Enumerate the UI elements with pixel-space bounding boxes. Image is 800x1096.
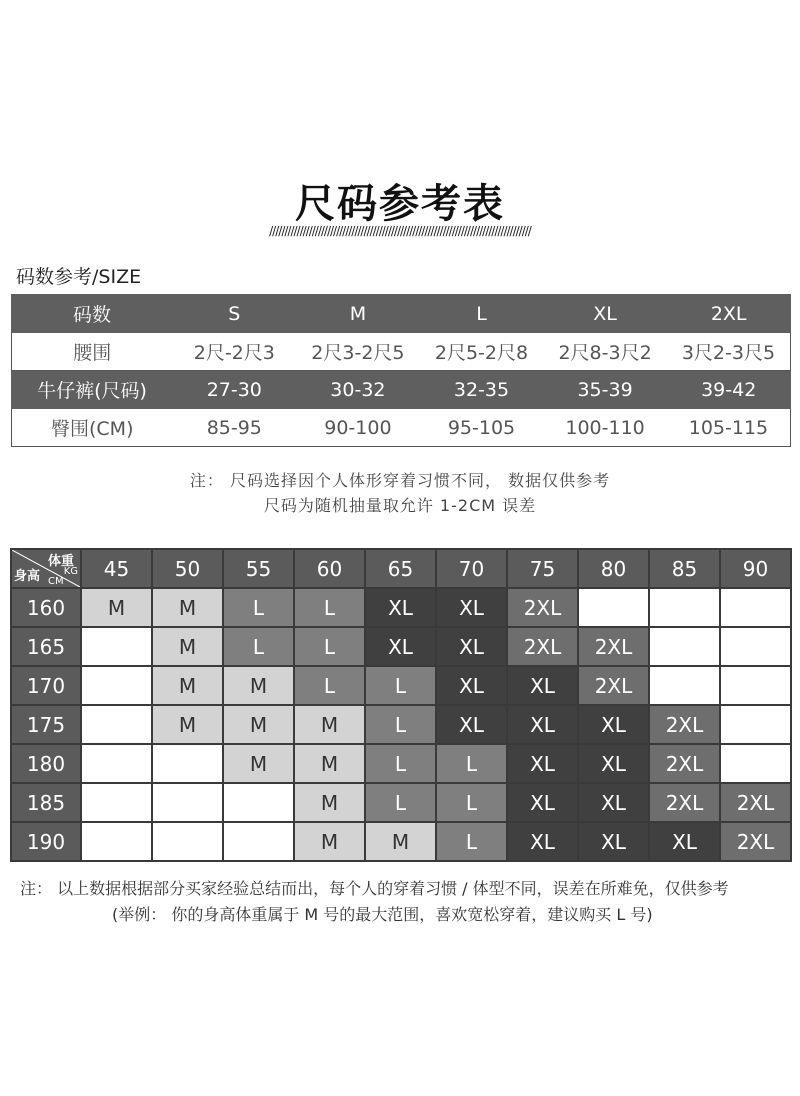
size-recommendation-cell: XL bbox=[507, 705, 578, 744]
size-recommendation-cell: L bbox=[365, 744, 436, 783]
bottom-note-line1: 注： 以上数据根据部分买家经验总结而出，每个人的穿着习惯 / 体型不同，误差在所难免，仅供参考 bbox=[20, 879, 729, 898]
weight-header-cell: 85 bbox=[649, 549, 720, 588]
size-table-cell: 2XL bbox=[667, 295, 791, 333]
size-note-line2: 尺码为随机抽量取允许 1-2CM 误差 bbox=[263, 496, 537, 515]
page-title: 尺码参考表 bbox=[295, 181, 505, 227]
size-table-cell: XL bbox=[543, 295, 667, 333]
grid-row bbox=[11, 783, 791, 822]
size-recommendation-cell bbox=[81, 705, 152, 744]
size-recommendation-cell: 2XL bbox=[649, 705, 720, 744]
size-recommendation-cell: M bbox=[152, 705, 223, 744]
size-recommendation-cell: M bbox=[294, 783, 365, 822]
grid-corner-cell bbox=[11, 549, 81, 588]
size-recommendation-cell bbox=[152, 744, 223, 783]
weight-header-cell: 65 bbox=[365, 549, 436, 588]
size-table-cell: 30-32 bbox=[296, 371, 420, 409]
height-header-cell: 175 bbox=[11, 705, 81, 744]
size-table-cell: M bbox=[296, 295, 420, 333]
size-table-cell: 39-42 bbox=[667, 371, 791, 409]
size-table-cell: 105-115 bbox=[667, 409, 791, 447]
size-recommendation-cell: L bbox=[436, 783, 507, 822]
size-recommendation-cell: 2XL bbox=[720, 822, 791, 861]
size-recommendation-cell: 2XL bbox=[507, 588, 578, 627]
size-recommendation-cell: L bbox=[436, 744, 507, 783]
size-recommendation-cell bbox=[81, 783, 152, 822]
size-recommendation-cell: XL bbox=[507, 744, 578, 783]
height-header-cell: 170 bbox=[11, 666, 81, 705]
size-recommendation-cell: M bbox=[223, 705, 294, 744]
size-recommendation-cell bbox=[720, 666, 791, 705]
size-recommendation-cell: XL bbox=[507, 822, 578, 861]
grid-row bbox=[11, 822, 791, 861]
size-reference-table bbox=[11, 294, 791, 447]
grid-row bbox=[11, 705, 791, 744]
size-recommendation-cell bbox=[578, 588, 649, 627]
size-recommendation-cell: L bbox=[294, 627, 365, 666]
size-recommendation-cell: XL bbox=[436, 627, 507, 666]
size-recommendation-cell: 2XL bbox=[720, 783, 791, 822]
size-recommendation-cell: XL bbox=[578, 822, 649, 861]
title-divider: ////////////////////////////////////////////////////////////////////////////////////// bbox=[269, 224, 531, 238]
size-recommendation-cell: M bbox=[152, 666, 223, 705]
size-recommendation-cell: L bbox=[294, 666, 365, 705]
size-recommendation-cell: XL bbox=[507, 666, 578, 705]
size-recommendation-cell: XL bbox=[365, 627, 436, 666]
size-recommendation-cell: 2XL bbox=[578, 666, 649, 705]
size-recommendation-cell: M bbox=[152, 627, 223, 666]
size-table-cell: 2尺8-3尺2 bbox=[543, 333, 667, 371]
size-table-cell: 2尺-2尺3 bbox=[173, 333, 297, 371]
grid-row bbox=[11, 666, 791, 705]
corner-weight-label: 体重 bbox=[47, 554, 74, 569]
size-recommendation-cell bbox=[223, 783, 294, 822]
size-table-cell: 2尺3-2尺5 bbox=[296, 333, 420, 371]
size-recommendation-cell bbox=[720, 744, 791, 783]
size-recommendation-cell: XL bbox=[365, 588, 436, 627]
size-recommendation-cell: L bbox=[223, 627, 294, 666]
size-row-label: 腰围 bbox=[12, 333, 173, 371]
size-recommendation-cell bbox=[649, 666, 720, 705]
size-table-cell: 90-100 bbox=[296, 409, 420, 447]
size-recommendation-cell: M bbox=[81, 588, 152, 627]
size-recommendation-cell: 2XL bbox=[649, 744, 720, 783]
size-recommendation-cell bbox=[152, 822, 223, 861]
height-header-cell: 160 bbox=[11, 588, 81, 627]
size-recommendation-cell: XL bbox=[649, 822, 720, 861]
size-table-cell: 2尺5-2尺8 bbox=[420, 333, 544, 371]
size-table-row bbox=[12, 409, 791, 447]
size-recommendation-cell: M bbox=[223, 744, 294, 783]
bottom-note bbox=[20, 876, 800, 928]
size-section-label: 码数参考/SIZE bbox=[16, 266, 142, 288]
size-recommendation-cell: M bbox=[294, 744, 365, 783]
size-recommendation-cell: L bbox=[294, 588, 365, 627]
size-note-line1: 注： 尺码选择因个人体形穿着习惯不同， 数据仅供参考 bbox=[189, 471, 611, 490]
size-recommendation-cell bbox=[649, 588, 720, 627]
size-recommendation-cell bbox=[81, 627, 152, 666]
size-table-cell: S bbox=[173, 295, 297, 333]
size-row-label: 臀围(CM) bbox=[12, 409, 173, 447]
size-recommendation-cell: L bbox=[365, 783, 436, 822]
size-table-cell: L bbox=[420, 295, 544, 333]
size-recommendation-cell: 2XL bbox=[507, 627, 578, 666]
size-table-row bbox=[12, 333, 791, 371]
size-recommendation-cell bbox=[223, 822, 294, 861]
corner-height-label: 身高 bbox=[14, 569, 41, 584]
size-recommendation-cell: L bbox=[365, 666, 436, 705]
size-recommendation-cell: XL bbox=[436, 705, 507, 744]
size-recommendation-cell: XL bbox=[507, 783, 578, 822]
size-recommendation-cell bbox=[81, 822, 152, 861]
size-recommendation-cell: XL bbox=[578, 705, 649, 744]
height-header-cell: 190 bbox=[11, 822, 81, 861]
size-recommendation-cell bbox=[720, 627, 791, 666]
height-header-cell: 185 bbox=[11, 783, 81, 822]
size-recommendation-cell bbox=[720, 705, 791, 744]
weight-header-cell: 70 bbox=[436, 549, 507, 588]
size-recommendation-cell bbox=[649, 627, 720, 666]
corner-kg-label: KG bbox=[63, 566, 78, 577]
size-recommendation-cell bbox=[720, 588, 791, 627]
size-recommendation-cell: XL bbox=[578, 783, 649, 822]
bottom-note-line2: (举例： 你的身高体重属于 M 号的最大范围，喜欢宽松穿着，建议购买 L 号) bbox=[112, 905, 653, 924]
size-table-cell: 35-39 bbox=[543, 371, 667, 409]
size-recommendation-cell: L bbox=[436, 822, 507, 861]
size-recommendation-cell: XL bbox=[436, 588, 507, 627]
size-row-label: 码数 bbox=[12, 295, 173, 333]
size-table-cell: 95-105 bbox=[420, 409, 544, 447]
size-note bbox=[0, 468, 800, 518]
size-recommendation-cell: 2XL bbox=[649, 783, 720, 822]
height-header-cell: 165 bbox=[11, 627, 81, 666]
weight-header-cell: 50 bbox=[152, 549, 223, 588]
size-table-cell: 85-95 bbox=[173, 409, 297, 447]
size-table-cell: 100-110 bbox=[543, 409, 667, 447]
weight-header-cell: 60 bbox=[294, 549, 365, 588]
size-recommendation-cell: M bbox=[223, 666, 294, 705]
grid-row bbox=[11, 588, 791, 627]
size-table-row bbox=[12, 371, 791, 409]
grid-row bbox=[11, 627, 791, 666]
size-recommendation-cell: XL bbox=[436, 666, 507, 705]
size-row-label: 牛仔裤(尺码) bbox=[12, 371, 173, 409]
weight-header-cell: 90 bbox=[720, 549, 791, 588]
grid-row bbox=[11, 744, 791, 783]
height-header-cell: 180 bbox=[11, 744, 81, 783]
size-recommendation-cell: M bbox=[152, 588, 223, 627]
size-recommendation-cell: M bbox=[365, 822, 436, 861]
size-recommendation-cell: M bbox=[294, 705, 365, 744]
size-recommendation-cell: L bbox=[223, 588, 294, 627]
size-recommendation-cell bbox=[152, 783, 223, 822]
size-recommendation-cell: M bbox=[294, 822, 365, 861]
size-table-cell: 32-35 bbox=[420, 371, 544, 409]
size-recommendation-cell bbox=[81, 744, 152, 783]
corner-cm-label: CM bbox=[48, 576, 64, 587]
weight-header-cell: 45 bbox=[81, 549, 152, 588]
size-recommendation-cell: L bbox=[365, 705, 436, 744]
size-table-cell: 3尺2-3尺5 bbox=[667, 333, 791, 371]
size-recommendation-cell: XL bbox=[578, 744, 649, 783]
weight-header-cell: 55 bbox=[223, 549, 294, 588]
size-recommendation-cell bbox=[81, 666, 152, 705]
weight-header-cell: 75 bbox=[507, 549, 578, 588]
size-recommendation-cell: 2XL bbox=[578, 627, 649, 666]
weight-header-cell: 80 bbox=[578, 549, 649, 588]
size-table-row bbox=[12, 295, 791, 333]
height-weight-grid bbox=[10, 548, 792, 862]
size-table-cell: 27-30 bbox=[173, 371, 297, 409]
